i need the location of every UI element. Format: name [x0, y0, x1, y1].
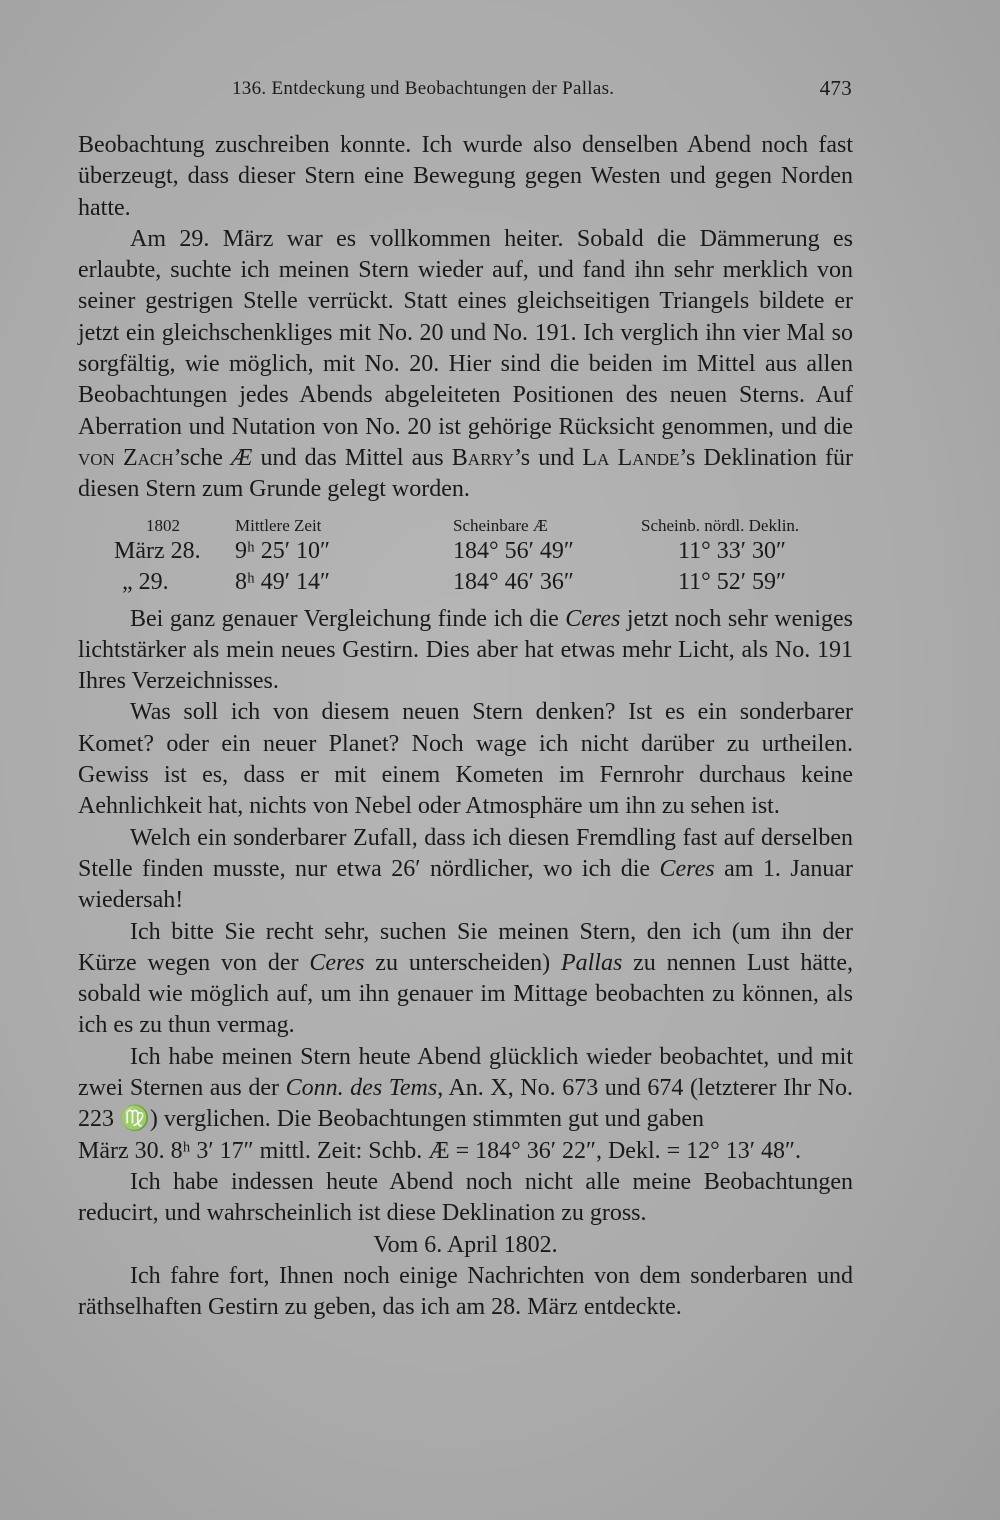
observation-table-header — [78, 510, 853, 536]
text-run: Bei ganz genauer Vergleichung finde ich die — [130, 605, 566, 632]
paragraph-6 — [78, 917, 853, 1042]
text-run: ’s Deklination für diesen Stern zum Grunde gelegt worden. — [78, 444, 853, 503]
row-dec: 11° 52′ 59″ — [678, 568, 786, 595]
text-run: und das Mittel aus — [252, 444, 452, 471]
page-number: 473 — [819, 76, 852, 100]
smallcaps-zach: Zach — [123, 444, 174, 471]
row-dec: 11° 33′ 30″ — [678, 537, 786, 564]
paragraph-3 — [78, 604, 853, 698]
row-time: 8ʰ 49′ 14″ — [235, 568, 330, 595]
observation-table — [78, 510, 853, 598]
paragraph-10: Ich fahre fort, Ihnen noch einige Nachrichten von dem sonderbaren und räthselhaften Gestirn zu geben, das ich am 28. März entdeckte. — [78, 1262, 853, 1321]
row-ra: 184° 56′ 49″ — [453, 537, 574, 564]
paragraph-4: Was soll ich von diesem neuen Stern denken? Ist es ein sonderbarer Komet? oder ein neuer Planet? Noch wage ich nicht darüber zu urtheilen. Gewiss ist es, dass er mit einem Kometen im Fernrohr durchaus keine Aehnlichkeit hat, nichts von Nebel oder Atmosphäre um ihn zu sehen ist. — [78, 699, 853, 820]
italic-ceres: Ceres — [309, 949, 365, 976]
right-ascension-symbol: Æ — [231, 444, 253, 471]
text-run: Am 29. März war es vollkommen heiter. Sobald die Dämmerung es erlaubte, suchte ich meinen Stern wieder auf, und fand ihn sehr merklich von seiner gestrigen Stelle verrückt. Statt eines gleichseitigen Triangels bildete er jetzt ein gleichschenkliges mit No. 20 und No. 191. Ich verglich ihn vier Mal so sorgfältig, wie möglich, mit No. 20. Hier sind die beiden im Mittel aus allen Beobachtungen jedes Abends abgeleiteten Positionen des neuen Sterns. Auf Aberration und Nutation von No. 20 ist gehörige Rücksicht genommen, und die — [78, 225, 853, 440]
page-body — [78, 130, 853, 1323]
running-header — [232, 78, 852, 106]
text-run: ’sche — [173, 444, 232, 471]
italic-ceres: Ceres — [659, 855, 715, 882]
text-run: Welch ein sonderbarer Zufall, dass ich diesen Fremdling fast auf derselben Stelle finden musste, nur etwa 26′ nördlicher, wo ich die — [78, 824, 853, 882]
header-title: 136. Entdeckung und Beobachtungen der Pallas. — [232, 78, 615, 99]
italic-ceres: Ceres — [565, 605, 621, 632]
paragraph-2 — [78, 224, 853, 506]
smallcaps-barry: Barry — [451, 444, 515, 471]
smallcaps-von: von — [78, 444, 115, 471]
header-declination: Scheinb. nördl. Deklin. — [641, 515, 800, 535]
text-run: zu nennen Lust hätte, sobald wie möglich auf, um ihn genauer im Mittage beobachten zu können, als ich es zu thun vermag. — [78, 949, 853, 1039]
row-date: März 28. — [114, 537, 201, 564]
text-run: zu unterscheiden) — [364, 949, 561, 976]
smallcaps-lalande: La Lande — [582, 444, 680, 471]
paragraph-5 — [78, 823, 853, 917]
table-row — [78, 536, 853, 567]
table-row — [78, 567, 853, 598]
header-year: 1802 — [146, 515, 180, 535]
row-time: 9ʰ 25′ 10″ — [235, 537, 330, 564]
italic-conn-des-tems: Conn. des Tems — [285, 1075, 438, 1102]
text-run: Ich habe meinen Stern heute Abend glücklich wieder beobachtet, und mit zwei Sternen aus der — [78, 1043, 853, 1102]
header-right-ascension: Scheinbare Æ — [453, 515, 548, 535]
paragraph-1: Beobachtung zuschreiben konnte. Ich wurde also denselben Abend noch fast überzeugt, dass dieser Stern eine Bewegung gegen Westen und gegen Norden hatte. — [78, 132, 853, 221]
text-run: , An. X, No. 673 und 674 (letzterer Ihr No. 223 ♍) verglichen. Die Beobachtungen stimmten gut und gaben — [78, 1075, 854, 1133]
header-mean-time: Mittlere Zeit — [235, 515, 322, 535]
text-run: jetzt noch sehr weniges lichtstärker als mein neues Gestirn. Dies aber hat etwas mehr Licht, als No. 191 Ihres Verzeichnisses. — [78, 605, 853, 695]
text-run: Ich bitte Sie recht sehr, suchen Sie meinen Stern, den ich (um ihn der Kürze wegen von der — [78, 918, 853, 976]
row-ra: 184° 46′ 36″ — [453, 568, 574, 595]
paragraph-9: Ich habe indessen heute Abend noch nicht alle meine Beobachtungen reducirt, und wahrscheinlich ist diese Deklination zu gross. — [78, 1168, 853, 1227]
row-date: „ 29. — [122, 568, 169, 595]
italic-pallas: Pallas — [560, 949, 623, 976]
paragraph-7 — [78, 1042, 853, 1136]
observation-line: März 30. 8ʰ 3′ 17″ mittl. Zeit: Schb. Æ = 184° 36′ 22″, Dekl. = 12° 13′ 48″. — [78, 1137, 801, 1164]
date-heading: Vom 6. April 1802. — [373, 1231, 558, 1258]
text-run: am 1. Januar wiedersah! — [78, 855, 853, 914]
text-run: ’s und — [514, 444, 583, 471]
